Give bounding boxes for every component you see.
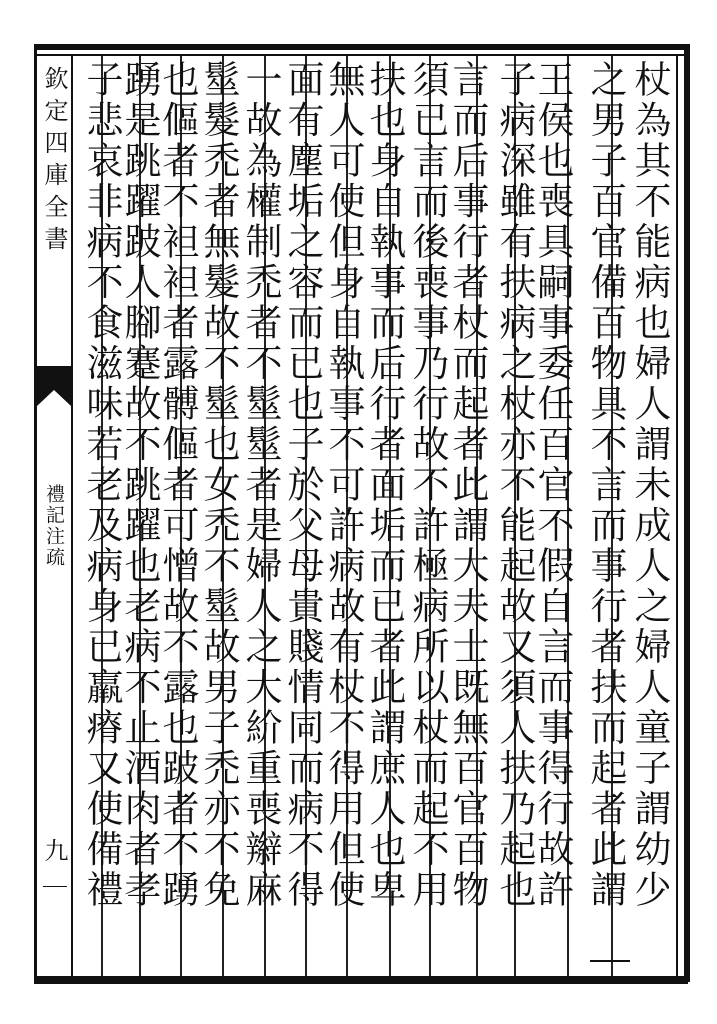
text-column-5: 言而后事行者杖而起者此謂大夫士既無百官百物 bbox=[446, 60, 489, 911]
text-column-8: 無人可使但身自執事不可許病故有杖不得用但使 bbox=[322, 60, 365, 911]
page-number: 九 bbox=[40, 838, 68, 862]
right-border-thick bbox=[684, 44, 690, 982]
text-column-1: 杖為其不能病也婦人謂未成人之婦人童子謂幼少 bbox=[628, 60, 671, 911]
text-column-10: 一故為權制禿者不髽髽者是婦人之大紒重喪辮麻 bbox=[239, 60, 282, 911]
fish-tail-mark-icon bbox=[37, 366, 71, 406]
book-title: 禮記注疏 bbox=[43, 484, 65, 568]
text-column-14: 子悲哀非病不食滋味若老及病身已羸瘠又使備禮 bbox=[80, 60, 123, 911]
text-column-4: 子病深雖有扶病之杖亦不能起故又須人扶乃起也 bbox=[493, 60, 536, 911]
page-margin-column bbox=[37, 56, 73, 976]
text-column-9: 面有塵垢之容而已也子於父母貴賤情同而病不得 bbox=[281, 60, 324, 911]
right-border-thin bbox=[676, 54, 678, 976]
page-number-rule bbox=[43, 886, 67, 887]
text-column-6: 須已言而後喪事乃行故不許極病所以杖而起不用 bbox=[406, 60, 449, 911]
series-title: 欽定四庫全書 bbox=[40, 66, 68, 258]
top-border-thin bbox=[34, 54, 688, 56]
column-end-marker bbox=[590, 960, 630, 962]
text-column-2: 之男子百官備百物具不言而事行者扶而起者此謂 bbox=[584, 60, 627, 911]
bottom-border bbox=[34, 976, 688, 984]
top-border-thick bbox=[34, 44, 688, 50]
text-column-3: 王侯也喪具嗣事委任百官不假自言而事得行故許 bbox=[531, 60, 574, 911]
text-column-11: 髽髮禿者無髮故不髽也女禿不髽故男子禿亦不免 bbox=[197, 60, 240, 911]
text-column-12: 也傴者不袒袒者露髆傴者可憎故不露也跛者不踴 bbox=[156, 60, 199, 911]
text-column-7: 扶也身自執事而后行者面垢而已者此謂庶人也卑 bbox=[363, 60, 406, 911]
text-column-13: 踴是跳躍跛人腳蹇故不跳躍也老病不止酒肉者孝 bbox=[118, 60, 161, 911]
